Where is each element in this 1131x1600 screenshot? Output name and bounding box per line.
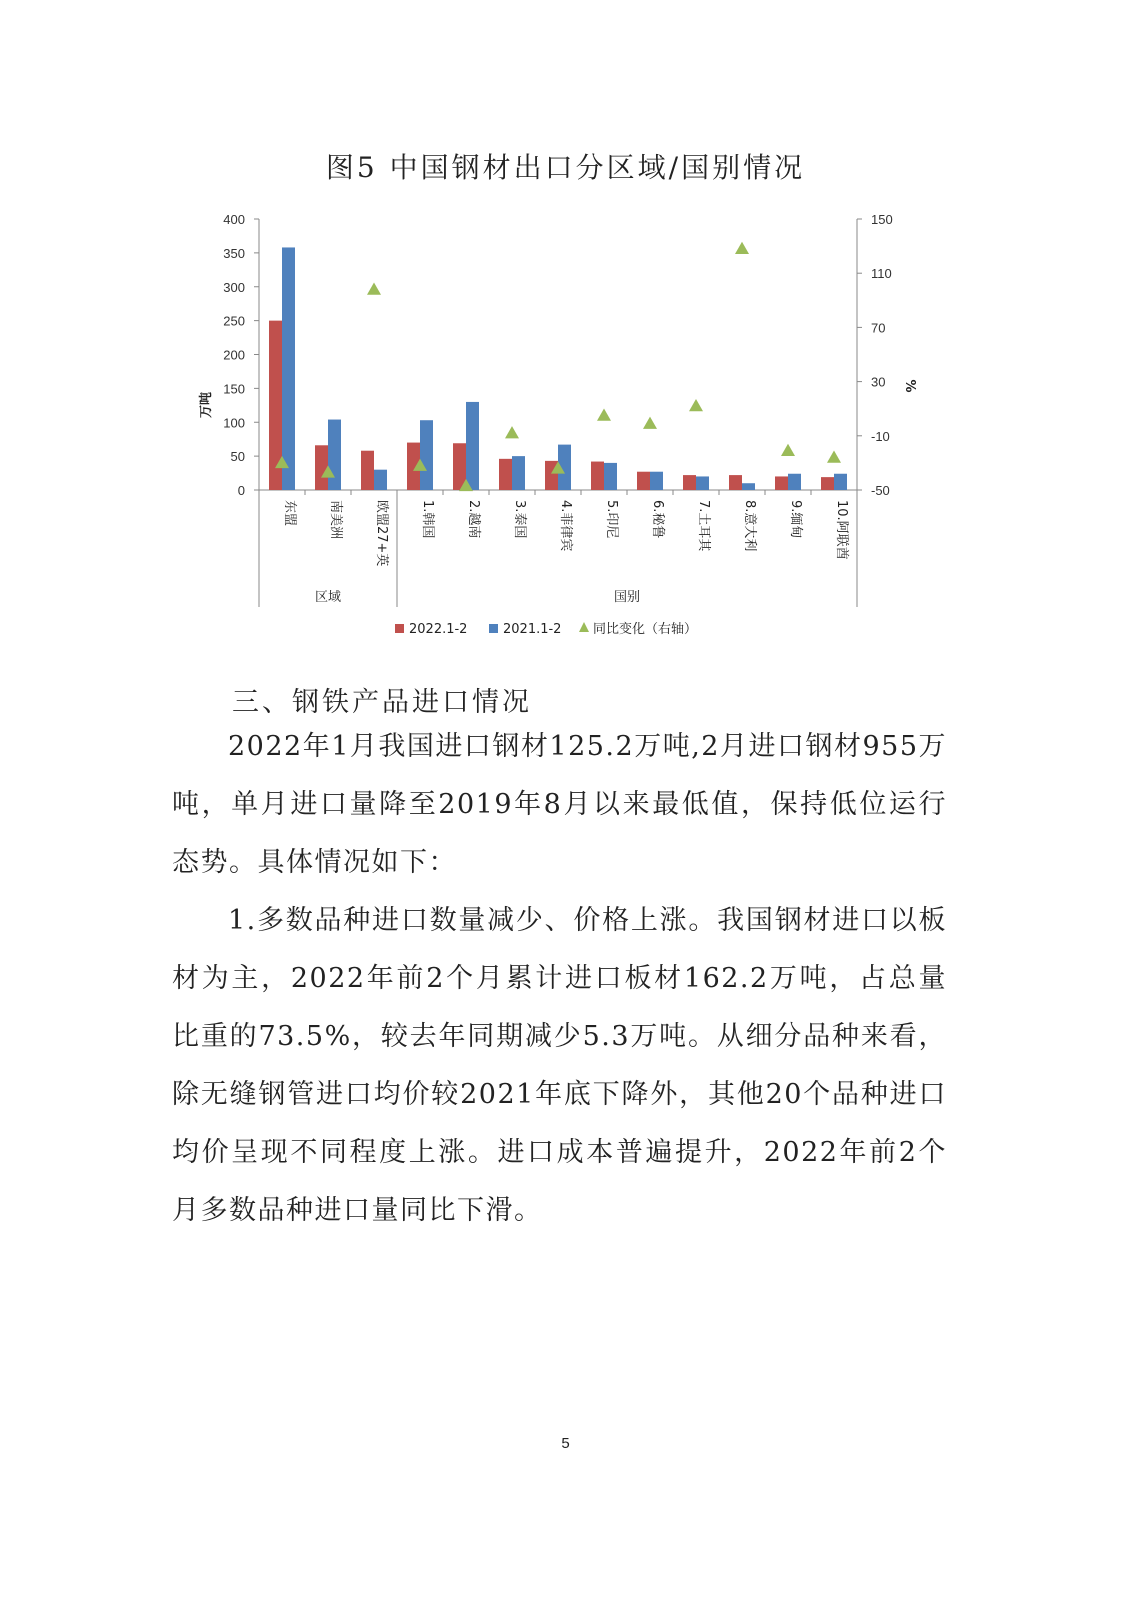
bar-2021 [328, 420, 341, 490]
category-label: 东盟 [282, 500, 297, 527]
left-tick-label: 150 [223, 381, 245, 397]
page-number: 5 [561, 1435, 570, 1452]
yoy-marker [781, 444, 795, 456]
legend-swatch [395, 624, 404, 633]
category-label: 10.阿联酋 [834, 500, 849, 560]
left-tick-label: 200 [223, 347, 245, 363]
y-axis-right-title: % [902, 379, 917, 393]
legend-swatch [579, 622, 589, 632]
bar-2022 [683, 475, 696, 490]
bar-2021 [282, 247, 295, 490]
bar-2022 [637, 472, 650, 490]
bar-2021 [696, 476, 709, 490]
right-tick-label: 110 [871, 266, 892, 282]
paragraph-2: 1.多数品种进口数量减少、价格上涨。我国钢材进口以板材为主，2022年前2个月累计进口板材162.2万吨，占总量比重的73.5%，较去年同期减少5.3万吨。从细分品种来看，除无缝钢管进口均价较2021年底下降外，其他20个品种进口均价呈现不同程度上涨。进口成本普遍提升，2022年前2个月多数品种进口量同比下滑。 [172, 905, 947, 1226]
bar-2022 [775, 476, 788, 490]
left-tick-label: 300 [223, 279, 245, 295]
bar-2022 [591, 462, 604, 490]
bar-2022 [315, 445, 328, 490]
yoy-marker [827, 450, 841, 462]
bar-2022 [361, 451, 374, 490]
left-tick-label: 50 [230, 449, 245, 465]
legend-label: 同比变化（右轴） [593, 622, 698, 637]
category-label: 8.意大利 [742, 500, 757, 552]
category-label: 6.秘鲁 [650, 500, 665, 539]
bar-2022 [821, 477, 834, 490]
category-label: 欧盟27+英 [374, 500, 389, 567]
bar-2021 [466, 402, 479, 490]
right-tick-label: 70 [871, 320, 886, 336]
yoy-marker [505, 426, 519, 438]
bar-2021 [650, 472, 663, 490]
left-tick-label: 0 [237, 483, 245, 498]
left-tick-label: 100 [223, 415, 245, 431]
legend-swatch [489, 624, 498, 633]
group-label: 区域 [314, 590, 342, 605]
right-tick-label: 30 [871, 374, 886, 390]
right-tick-label: 150 [871, 212, 893, 227]
bar-2021 [742, 483, 755, 490]
bar-2022 [499, 459, 512, 490]
left-tick-label: 400 [223, 212, 245, 227]
yoy-marker [367, 282, 381, 294]
export-chart [0, 0, 1131, 660]
bar-2021 [512, 456, 525, 490]
category-label: 1.韩国 [420, 500, 435, 539]
yoy-marker [689, 399, 703, 411]
paragraph-1: 2022年1月我国进口钢材125.2万吨,2月进口钢材955万吨，单月进口量降至2019年8月以来最低值，保持低位运行态势。具体情况如下： [172, 731, 947, 878]
right-tick-label: -10 [871, 428, 890, 444]
category-label: 9.缅甸 [788, 500, 803, 539]
figure-title: 图5 中国钢材出口分区域/国别情况 [325, 151, 806, 184]
bar-2021 [374, 470, 387, 490]
bar-2021 [834, 474, 847, 490]
category-label: 南美洲 [328, 500, 343, 540]
category-label: 2.越南 [466, 500, 481, 539]
category-label: 5.印尼 [604, 500, 619, 539]
yoy-marker [735, 242, 749, 254]
bar-2021 [420, 420, 433, 490]
yoy-marker [597, 408, 611, 420]
group-label: 国别 [613, 590, 641, 605]
bar-2021 [788, 474, 801, 490]
bar-2022 [729, 475, 742, 490]
category-label: 3.泰国 [512, 500, 527, 539]
y-axis-left-title: 万吨 [199, 391, 214, 419]
left-tick-label: 350 [223, 245, 245, 261]
yoy-marker [643, 417, 657, 429]
bar-2021 [604, 463, 617, 490]
legend-label: 2021.1-2 [503, 622, 562, 637]
category-label: 4.菲律宾 [558, 500, 573, 552]
category-label: 7.土耳其 [696, 500, 711, 552]
left-tick-label: 250 [223, 313, 245, 329]
right-tick-label: -50 [871, 483, 890, 498]
section-heading: 三、钢铁产品进口情况 [232, 687, 532, 718]
legend-label: 2022.1-2 [409, 622, 468, 637]
